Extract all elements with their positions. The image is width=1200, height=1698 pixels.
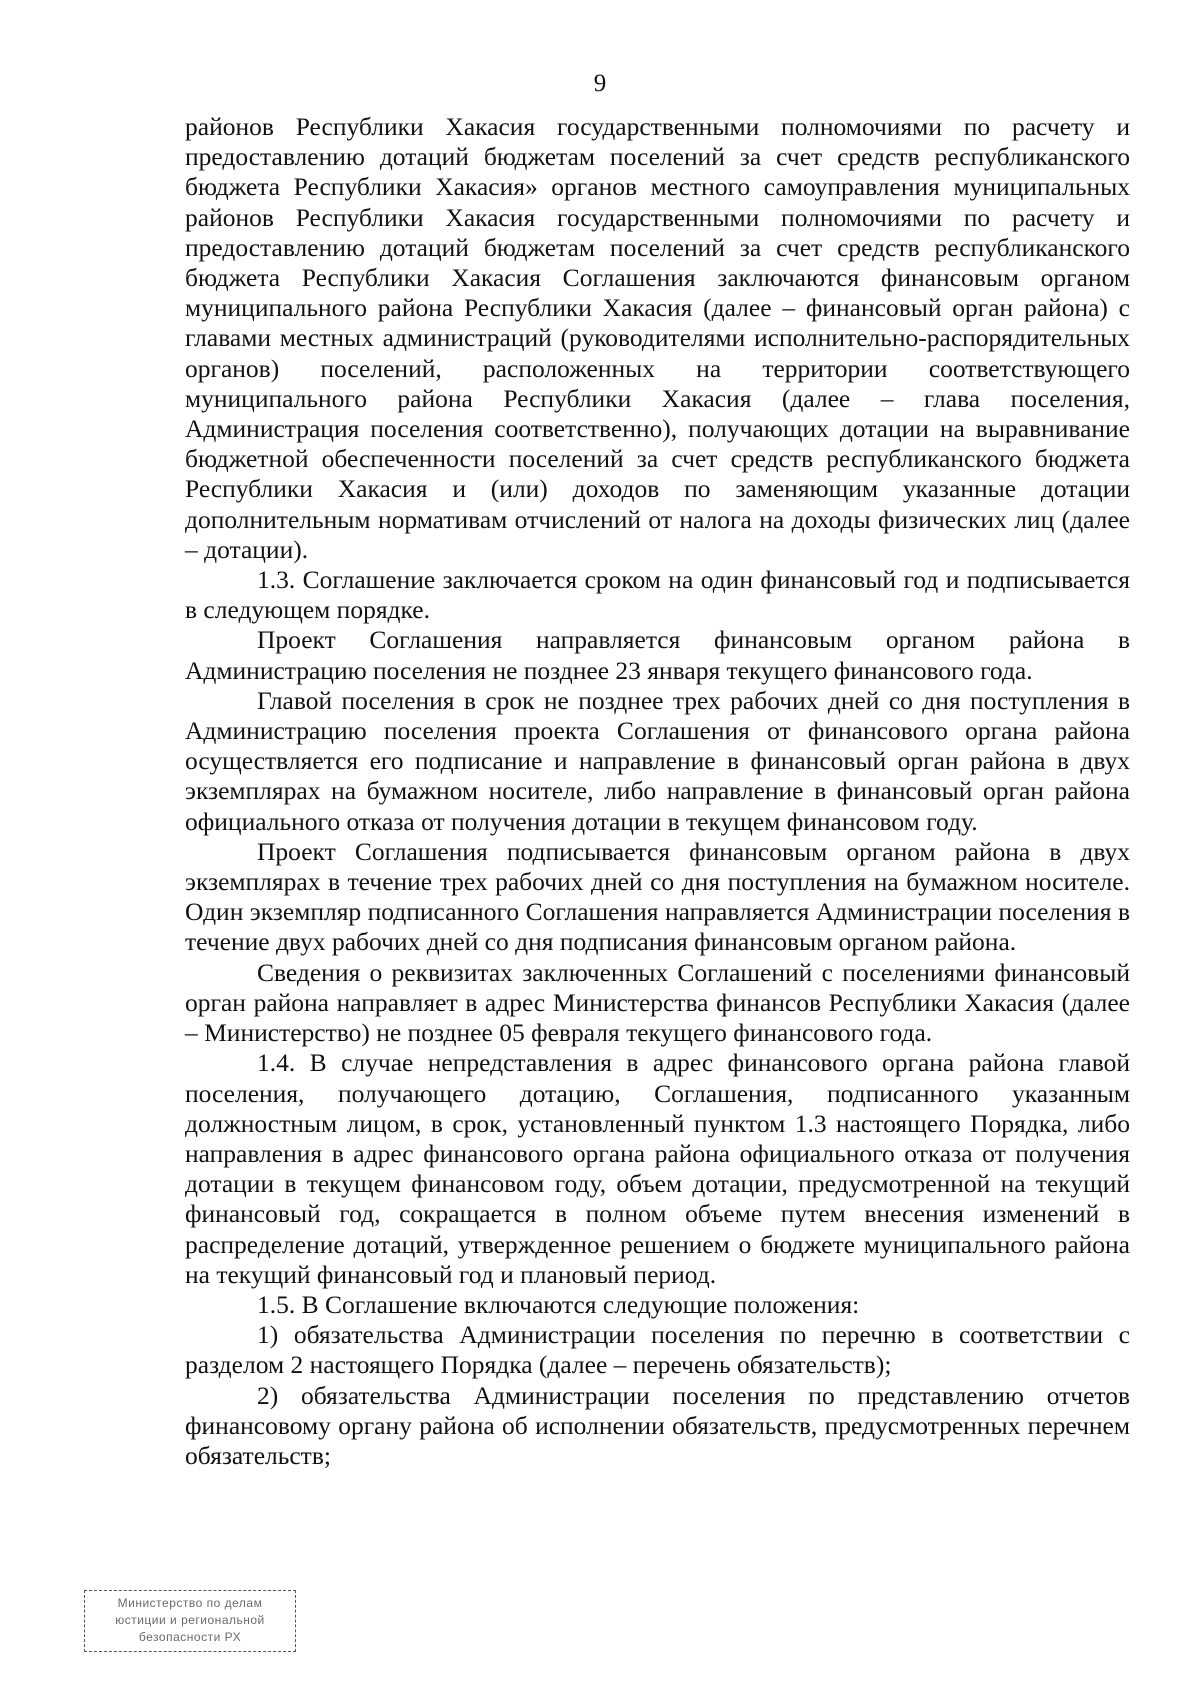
paragraph: 1.4. В случае непредставления в адрес финансового органа района главой поселения, получающего дотацию, Соглашения, подписанного указанным должностным лицом, в срок, установленный пунктом 1.3 настоящего Порядка, либо направления в адрес финансового органа района официального отказа от получения дотации в текущем финансовом году, объем дотации, предусмотренной на текущий финансовый год, сокращается в полном объеме путем внесения изменений в распределение дотаций, утвержденное решением о бюджете муниципального района на текущий финансовый год и плановый период. (185, 1048, 1130, 1289)
document-body (185, 112, 1130, 1471)
stamp-line: юстиции и региональной (115, 1613, 265, 1627)
page-number: 9 (593, 70, 607, 97)
registration-stamp (84, 1590, 296, 1652)
paragraph: районов Республики Хакасия государственными полномочиями по расчету и предоставлению дотаций бюджетам поселений за счет средств республиканского бюджета Республики Хакасия» органов местного самоуправления муниципальных районов Республики Хакасия государственными полномочиями по расчету и предоставлению дотаций бюджетам поселений за счет средств республиканского бюджета Республики Хакасия Соглашения заключаются финансовым органом муниципального района Республики Хакасия (далее – финансовый орган района) с главами местных администраций (руководителями исполнительно-распорядительных органов) поселений, расположенных на территории соответствующего муниципального района Республики Хакасия (далее – глава поселения, Администрация поселения соответственно), получающих дотации на выравнивание бюджетной обеспеченности поселений за счет средств республиканского бюджета Республики Хакасия и (или) доходов по заменяющим указанные дотации дополнительным нормативам отчислений от налога на доходы физических лиц (далее – дотации). (185, 112, 1130, 564)
stamp-line: Министерство по делам (117, 1596, 263, 1610)
paragraph: 1) обязательства Администрации поселения по перечню в соответствии с разделом 2 настоящего Порядка (далее – перечень обязательств); (185, 1320, 1130, 1380)
paragraph: 2) обязательства Администрации поселения по представлению отчетов финансовому органу района об исполнении обязательств, предусмотренных перечнем обязательств; (185, 1380, 1130, 1470)
paragraph: Главой поселения в срок не позднее трех рабочих дней со дня поступления в Администрацию поселения проекта Соглашения от финансового органа района осуществляется его подписание и направление в финансовый орган района в двух экземплярах на бумажном носителе, либо направление в финансовый орган района официального отказа от получения дотации в текущем финансовом году. (185, 685, 1130, 836)
paragraph: Проект Соглашения направляется финансовым органом района в Администрацию поселения не позднее 23 января текущего финансового года. (185, 625, 1130, 685)
paragraph: 1.5. В Соглашение включаются следующие положения: (257, 1289, 860, 1319)
stamp-line: безопасности РХ (138, 1630, 242, 1644)
paragraph: 1.3. Соглашение заключается сроком на один финансовый год и подписывается в следующем порядке. (185, 565, 1130, 625)
paragraph: Сведения о реквизитах заключенных Соглашений с поселениями финансовый орган района направляет в адрес Министерства финансов Республики Хакасия (далее – Министерство) не позднее 05 февраля текущего финансового года. (185, 957, 1130, 1048)
paragraph: Проект Соглашения подписывается финансовым органом района в двух экземплярах в течение трех рабочих дней со дня поступления на бумажном носителе. Один экземпляр подписанного Соглашения направляется Администрации поселения в течение двух рабочих дней со дня подписания финансовым органом района. (185, 836, 1130, 957)
